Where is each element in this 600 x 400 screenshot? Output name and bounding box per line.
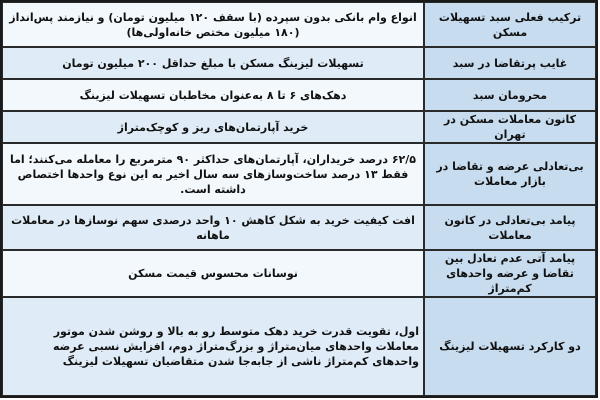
row-value: اول، تقویت قدرت خرید دهک متوسط رو به بالا و روشن شدن موتور معاملات واحدهای میان‌متراژ و بزرگ‌متراژ دوم، افزایش نسبی عرضه واحدهای کم‌متراژ ناشی از جابه‌جا شدن متقاضیان تسهیلات لیزینگ xyxy=(2,297,424,396)
row-value: دهک‌های ۶ تا ۸ به‌عنوان مخاطبان تسهیلات لیزینگ xyxy=(2,79,424,111)
table-row xyxy=(2,111,596,143)
row-label: کانون معاملات مسکن در تهران xyxy=(424,111,596,143)
row-label: پیامد بی‌تعادلی در کانون معاملات xyxy=(424,205,596,250)
table-row xyxy=(2,297,596,396)
row-label: ترکیب فعلی سبد تسهیلات مسکن xyxy=(424,2,596,47)
table-row xyxy=(2,143,596,205)
row-label: دو کارکرد تسهیلات لیزینگ xyxy=(424,297,596,396)
row-value: انواع وام بانکی بدون سپرده (با سقف ۱۲۰ میلیون تومان) و نیازمند پس‌انداز (۱۸۰ میلیون مختص خانه‌اولی‌ها) xyxy=(2,2,424,47)
table-row xyxy=(2,47,596,79)
row-value: افت کیفیت خرید به شکل کاهش ۱۰ واحد درصدی سهم نوسازها در معاملات ماهانه xyxy=(2,205,424,250)
row-value: ۶۲/۵ درصد خریداران، آپارتمان‌های حداکثر ۹۰ مترمربع را معامله می‌کنند؛ اما فقط ۱۳ درصد ساخت‌وسازهای سه سال اخیر به این نوع واحدها اختصاص داشته است. xyxy=(2,143,424,205)
table-row xyxy=(2,2,596,47)
row-label: پیامد آتی عدم تعادل بین تقاضا و عرضه واحدهای کم‌متراژ xyxy=(424,250,596,297)
table-row xyxy=(2,79,596,111)
table-row xyxy=(2,205,596,250)
row-label: غایب پرتقاضا در سبد xyxy=(424,47,596,79)
row-value: خرید آپارتمان‌های ریز و کوچک‌متراژ xyxy=(2,111,424,143)
row-value: نوسانات محسوس قیمت مسکن xyxy=(2,250,424,297)
row-label: محرومان سبد xyxy=(424,79,596,111)
row-value: تسهیلات لیزینگ مسکن با مبلغ حداقل ۲۰۰ میلیون تومان xyxy=(2,47,424,79)
table-row xyxy=(2,250,596,297)
row-label: بی‌تعادلی عرضه و تقاضا در بازار معاملات xyxy=(424,143,596,205)
